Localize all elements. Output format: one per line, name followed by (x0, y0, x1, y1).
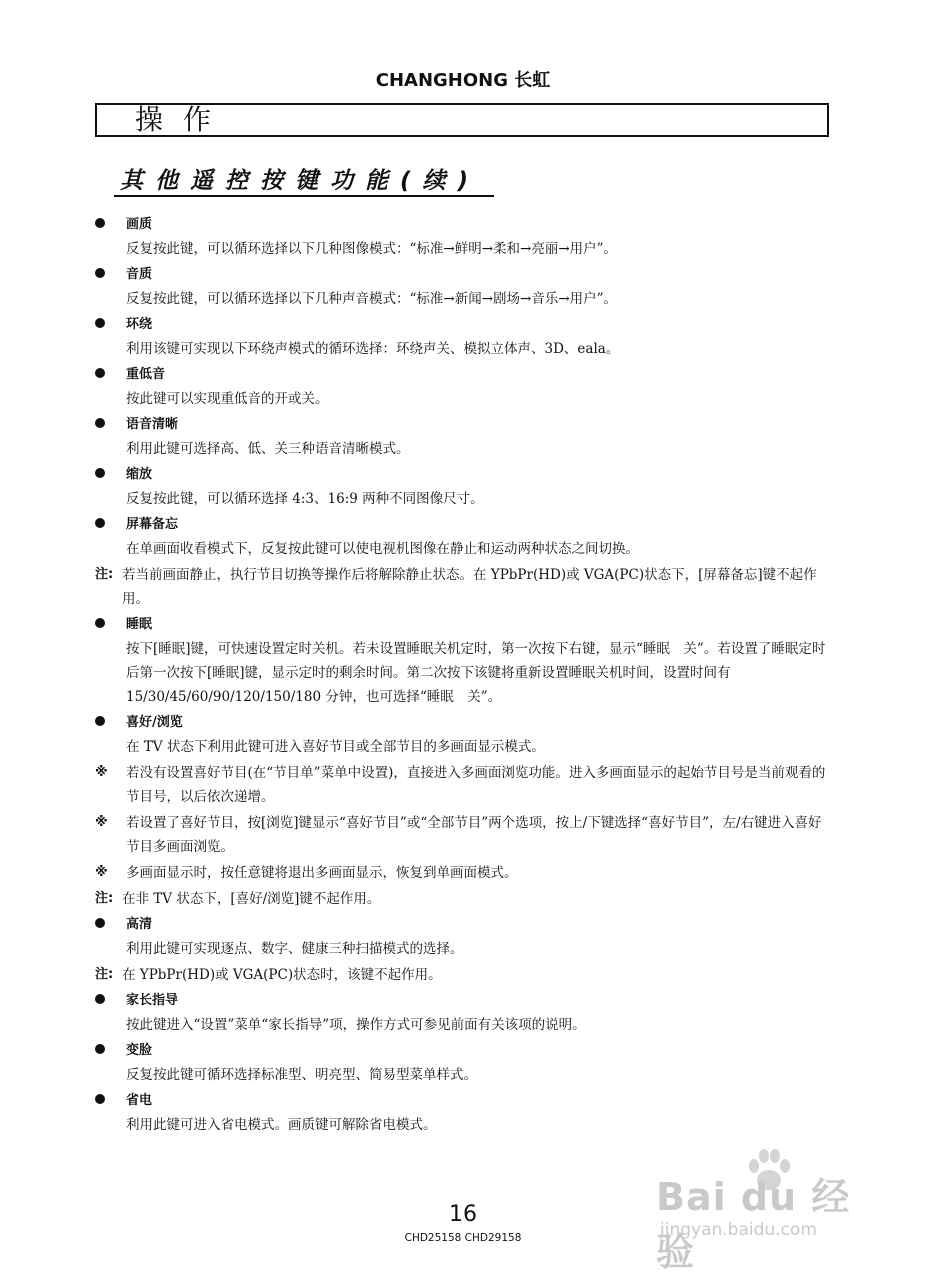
item-title: 喜好/浏览 (126, 715, 183, 730)
item-title: 省电 (126, 1093, 153, 1108)
bullet-icon (95, 994, 105, 1004)
item-description: 反复按此键，可以循环选择以下几种图像模式：“标准→鲜明→柔和→亮丽→用户”。 (126, 241, 618, 257)
item-description: 按下[睡眠]键，可快速设置定时关机。若未设置睡眠关机定时，第一次按下右键，显示“睡眠 关”。若设置了睡眠定时后第一次按下[睡眠]键，显示定时的剩余时间。第二次按下该键将重新设置睡眠关机时间，设置时间有 15/30/45/60/90/120/150/180 分钟，也可选择“睡眠 关”。 (126, 641, 826, 705)
item-title: 画质 (126, 217, 153, 232)
manual-item (0, 213, 926, 261)
manual-item (0, 989, 926, 1037)
item-description: 利用此键可实现逐点、数字、健康三种扫描模式的选择。 (126, 941, 464, 957)
note-text: 多画面显示时，按任意键将退出多画面显示，恢复到单画面模式。 (126, 865, 518, 881)
item-description: 利用此键可进入省电模式。画质键可解除省电模式。 (126, 1117, 437, 1133)
item-description: 利用此键可选择高、低、关三种语音清晰模式。 (126, 441, 410, 457)
item-title: 缩放 (126, 467, 153, 482)
page-subtitle: 其他遥控按键功能(续) (120, 168, 481, 194)
bullet-icon (95, 918, 105, 928)
bullet-icon (95, 268, 105, 278)
manual-item (0, 413, 926, 461)
item-title: 环绕 (126, 317, 153, 332)
item-title: 变脸 (126, 1043, 153, 1058)
section-header (95, 103, 829, 137)
note-label: 注: (95, 891, 114, 906)
item-title: 音质 (126, 267, 153, 282)
watermark-logo: Bai du 经验 (656, 1175, 851, 1274)
manual-item (0, 711, 926, 759)
reference-mark: ※ (95, 765, 108, 780)
note (0, 563, 926, 611)
item-description: 按此键进入“设置”菜单“家长指导”项，操作方式可参见前面有关该项的说明。 (126, 1017, 586, 1033)
section-title: 操作 (135, 103, 232, 136)
bullet-icon (95, 716, 105, 726)
manual-item (0, 363, 926, 411)
manual-item (0, 263, 926, 311)
item-description: 在 TV 状态下利用此键可进入喜好节目或全部节目的多画面显示模式。 (126, 739, 545, 755)
note-text: 若当前画面静止，执行节目切换等操作后将解除静止状态。在 YPbPr(HD)或 VGA(PC)状态下，[屏幕备忘]键不起作用。 (122, 567, 817, 607)
bullet-icon (95, 368, 105, 378)
item-description: 反复按此键，可以循环选择 4:3、16:9 两种不同图像尺寸。 (126, 491, 484, 507)
manual-item (0, 613, 926, 709)
bullet-icon (95, 218, 105, 228)
item-description: 按此键可以实现重低音的开或关。 (126, 391, 329, 407)
item-description: 反复按此键可循环选择标准型、明亮型、简易型菜单样式。 (126, 1067, 477, 1083)
bullet-icon (95, 418, 105, 428)
bullet-icon (95, 468, 105, 478)
note (0, 963, 926, 987)
item-title: 高清 (126, 917, 153, 932)
manual-item (0, 513, 926, 561)
bullet-icon (95, 318, 105, 328)
subtitle-underline (114, 195, 494, 197)
note-label: 注: (95, 567, 114, 582)
note-label: 注: (95, 967, 114, 982)
manual-content (0, 213, 926, 1139)
note (0, 887, 926, 911)
item-title: 重低音 (126, 367, 166, 382)
brand-logo: CHANGHONG 长虹 (375, 70, 551, 91)
item-title: 语音清晰 (126, 417, 179, 432)
manual-item (0, 1039, 926, 1087)
reference-note (0, 811, 926, 859)
reference-note (0, 761, 926, 809)
bullet-icon (95, 618, 105, 628)
manual-item (0, 313, 926, 361)
reference-note (0, 861, 926, 885)
item-title: 屏幕备忘 (126, 517, 179, 532)
bullet-icon (95, 1044, 105, 1054)
item-description: 在单画面收看模式下，反复按此键可以使电视机图像在静止和运动两种状态之间切换。 (126, 541, 639, 557)
model-code: CHD25158 CHD29158 (404, 1232, 522, 1244)
item-description: 反复按此键，可以循环选择以下几种声音模式：“标准→新闻→剧场→音乐→用户”。 (126, 291, 618, 307)
note-text: 在 YPbPr(HD)或 VGA(PC)状态时，该键不起作用。 (122, 967, 442, 983)
note-text: 若设置了喜好节目，按[浏览]键显示“喜好节目”或“全部节目”两个选项，按上/下键选择“喜好节目”，左/右键进入喜好节目多画面浏览。 (126, 815, 822, 855)
item-title: 家长指导 (126, 993, 179, 1008)
item-description: 利用该键可实现以下环绕声模式的循环选择：环绕声关、模拟立体声、3D、eala。 (126, 341, 620, 357)
manual-item (0, 913, 926, 961)
bullet-icon (95, 518, 105, 528)
reference-mark: ※ (95, 815, 108, 830)
page-number: 16 (449, 1202, 477, 1227)
note-text: 在非 TV 状态下，[喜好/浏览]键不起作用。 (122, 891, 381, 907)
bullet-icon (95, 1094, 105, 1104)
manual-item (0, 1089, 926, 1137)
manual-item (0, 463, 926, 511)
reference-mark: ※ (95, 865, 108, 880)
item-title: 睡眠 (126, 617, 153, 632)
watermark-url: jingyan.baidu.com (660, 1220, 817, 1240)
note-text: 若没有设置喜好节目(在“节目单”菜单中设置)，直接进入多画面浏览功能。进入多画面显示的起始节目号是当前观看的节目号，以后依次递增。 (126, 765, 826, 805)
